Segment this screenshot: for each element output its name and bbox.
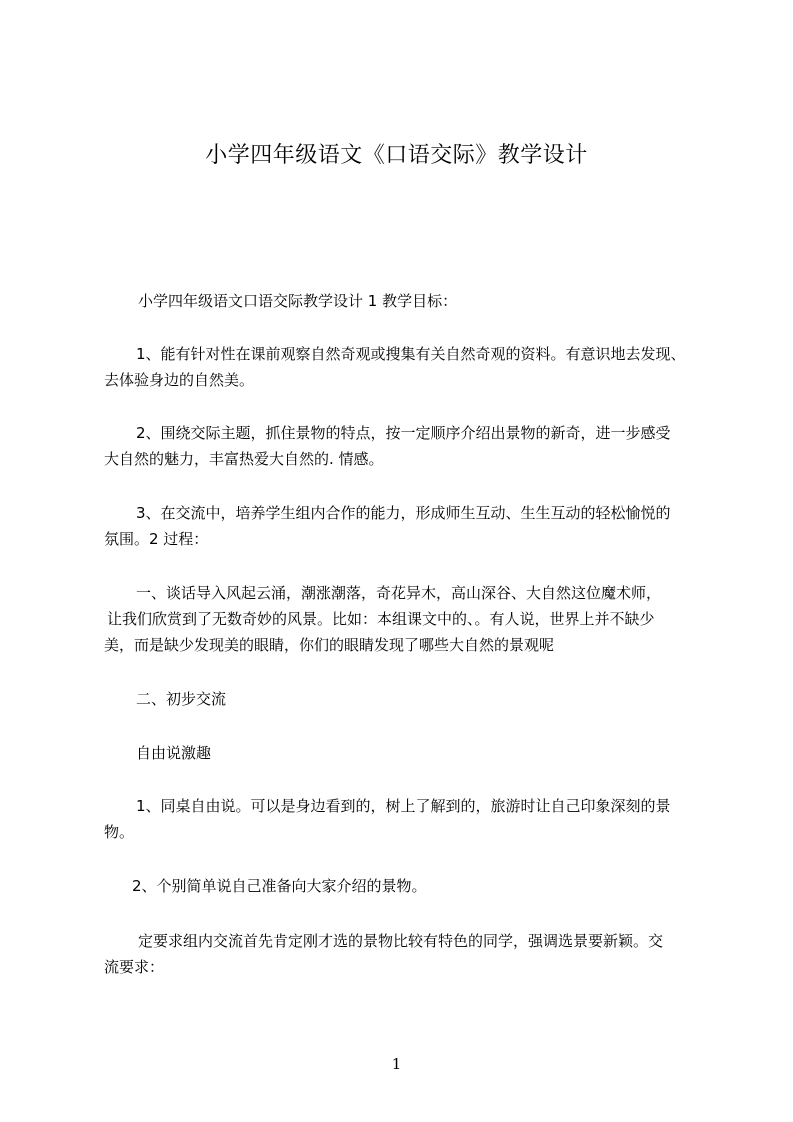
paragraph-7 xyxy=(104,740,724,766)
paragraph-line: 氛围。2 过程： xyxy=(104,530,209,548)
paragraph-4 xyxy=(104,500,724,552)
paragraph-3 xyxy=(104,420,724,472)
paragraph-1 xyxy=(104,288,724,314)
paragraph-line: 去体验身边的自然美。 xyxy=(104,371,255,389)
paragraph-line: 大自然的魅力，丰富热爱大自然的. 情感。 xyxy=(104,450,384,468)
paragraph-line: 美，而是缺少发现美的眼睛，你们的眼睛发现了哪些大自然的景观呢 xyxy=(104,636,555,654)
paragraph-8 xyxy=(104,793,724,845)
paragraph-line: 一、谈话导入风起云涌，潮涨潮落，奇花异木，高山深谷、大自然这位魔术师， xyxy=(136,584,662,602)
paragraph-10 xyxy=(104,928,724,980)
page-number: 1 xyxy=(391,1055,402,1073)
paragraph-line: 2、个别简单说自己准备向大家介绍的景物。 xyxy=(132,877,427,895)
paragraph-5 xyxy=(104,580,724,658)
paragraph-line: 1、同桌自由说。可以是身边看到的，树上了解到的，旅游时让自己印象深刻的景 xyxy=(136,797,671,815)
paragraph-line: 小学四年级语文口语交际教学设计 1 教学目标： xyxy=(138,292,458,310)
paragraph-line: 二、初步交流 xyxy=(136,690,227,708)
paragraph-line: 定要求组内交流首先肯定刚才选的景物比较有特色的同学，强调选景要新颖。交 xyxy=(138,932,664,950)
paragraph-line: 让我们欣赏到了无数奇妙的风景。比如：本组课文中的、。有人说，世界上并不缺少 xyxy=(107,610,655,628)
page-title: 小学四年级语文《口语交际》教学设计 xyxy=(205,143,588,168)
paragraph-6 xyxy=(104,686,724,712)
paragraph-line: 流要求： xyxy=(104,958,165,976)
paragraph-line: 1、能有针对性在课前观察自然奇观或搜集有关自然奇观的资料。有意识地去发现、 xyxy=(136,345,686,363)
paragraph-line: 物。 xyxy=(104,823,135,841)
paragraph-line: 2、围绕交际主题，抓住景物的特点，按一定顺序介绍出景物的新奇，进一步感受 xyxy=(136,424,671,442)
paragraph-line: 3、在交流中，培养学生组内合作的能力，形成师生互动、生生互动的轻松愉悦的 xyxy=(136,504,671,522)
paragraph-9 xyxy=(104,873,724,899)
paragraph-2 xyxy=(104,341,724,393)
paragraph-line: 自由说激趣 xyxy=(136,744,212,762)
